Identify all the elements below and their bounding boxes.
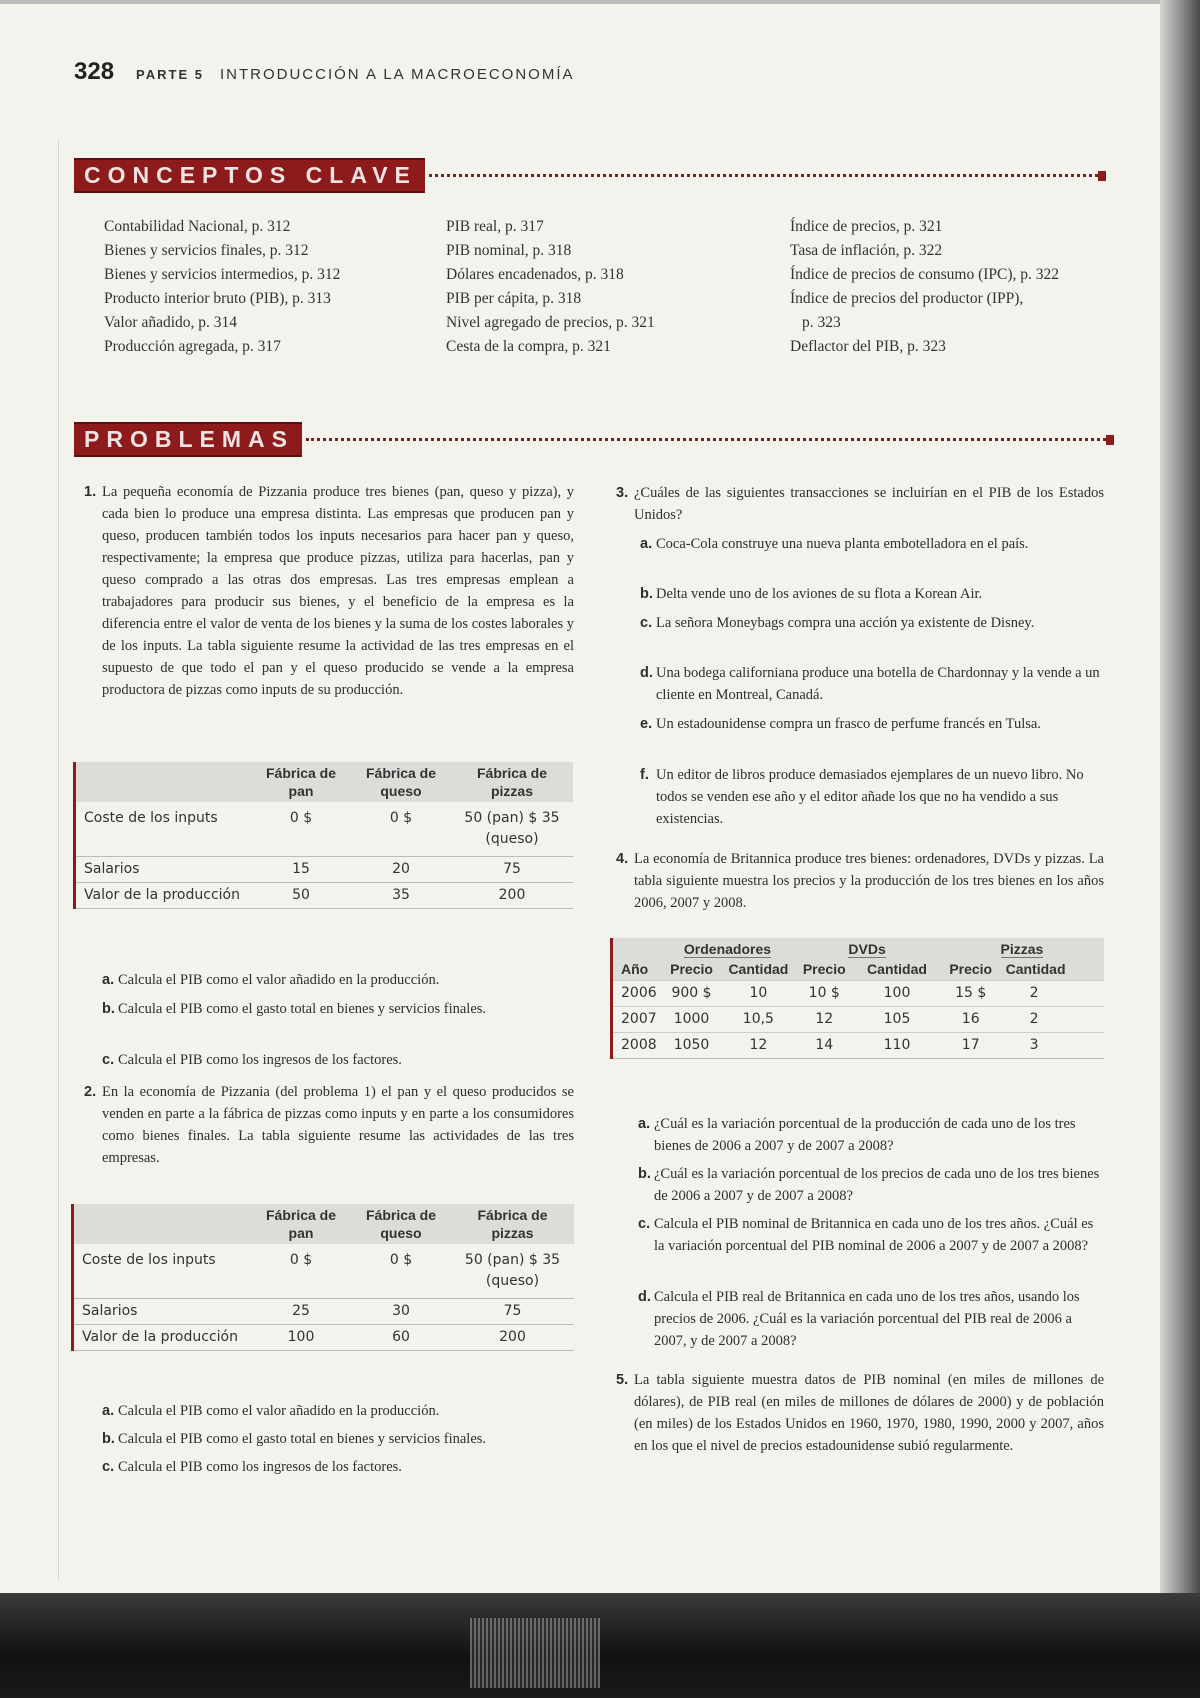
table-cell: 100 xyxy=(854,981,940,1007)
concept-item: p. 323 xyxy=(802,314,841,331)
table-header: Fábrica de pan xyxy=(251,1204,351,1244)
concept-item: PIB nominal, p. 318 xyxy=(446,242,572,259)
problem-3-a xyxy=(640,533,1076,555)
problem-1-table xyxy=(73,762,573,909)
table-cell: 75 xyxy=(451,857,573,883)
table-cell: 14 xyxy=(794,1033,854,1059)
problem-2-table xyxy=(71,1204,574,1351)
concept-item: Cesta de la compra, p. 321 xyxy=(446,338,611,355)
table-cell: 0 $ xyxy=(389,1252,413,1268)
table-row xyxy=(76,857,573,883)
banner-dotted-rule xyxy=(429,174,1098,177)
table-cell: 100 xyxy=(251,1325,351,1351)
table-row xyxy=(613,1033,1104,1059)
table-cell: 200 xyxy=(451,883,573,909)
banner-dotted-rule xyxy=(306,438,1106,441)
problem-2 xyxy=(84,1081,574,1169)
problem-number: 1. xyxy=(84,484,97,500)
banner-end-mark xyxy=(1098,171,1106,181)
concept-item: Índice de precios de consumo (IPC), p. 322 xyxy=(790,266,1060,283)
problem-text: La pequeña economía de Pizzania produce tres bienes (pan, queso y pizza), y cada bien lo produce una empresa distinta. Las empresas que producen pan y queso, producen también todos los inputs necesarios para hacer pan y queso, respectivamente; la empresa que produce pizzas, utiliza para hacerlas, pan y queso comprado a las otras dos empresas. Las tres empresas emplean a trabajadores para producir sus bienes, y el beneficio de la empresa es la diferencia entre el valor de venta de los bienes y la suma de los costes laborales y de los inputs. La tabla siguiente resume la actividad de las tres empresas en el supuesto de que todo el pan y el queso producido se vende a la empresa productora de pizzas como inputs de su producción. xyxy=(102,484,574,698)
problem-3-d xyxy=(640,662,1102,706)
problem-3-f xyxy=(640,764,1102,830)
table-cell: 200 xyxy=(451,1325,574,1351)
concept-item: Valor añadido, p. 314 xyxy=(104,314,238,331)
item-letter: d. xyxy=(638,1289,651,1305)
item-letter: a. xyxy=(640,536,653,552)
problems-banner xyxy=(74,422,1114,457)
item-text: Un editor de libros produce demasiados ejemplares de un nuevo libro. No todos se venden ese año y el editor añade los que no ha vendido a sus existencias. xyxy=(656,767,1084,827)
problem-1 xyxy=(84,481,574,701)
item-text: Delta vende uno de los aviones de su flota a Korean Air. xyxy=(656,586,983,602)
table-row xyxy=(76,883,573,909)
item-letter: c. xyxy=(638,1216,651,1232)
table-cell: 2008 xyxy=(613,1033,661,1059)
concept-item: Deflactor del PIB, p. 323 xyxy=(790,338,946,355)
item-text: Calcula el PIB como el valor añadido en la producción. xyxy=(118,972,440,988)
table-cell: 20 xyxy=(351,857,451,883)
item-letter: b. xyxy=(102,1001,115,1017)
item-text: Calcula el PIB como los ingresos de los factores. xyxy=(118,1052,402,1068)
problem-text: La economía de Britannica produce tres bienes: ordenadores, DVDs y pizzas. La tabla siguiente muestra los precios y la producción de los tres bienes en los años 2006, 2007 y 2008. xyxy=(634,851,1104,911)
table-cell: 50 (pan) $ 35 (queso) xyxy=(464,1252,561,1289)
concepts-column-3 xyxy=(790,215,1059,359)
item-text: Un estadounidense compra un frasco de perfume francés en Tulsa. xyxy=(656,716,1041,732)
table-cell: 60 xyxy=(351,1325,451,1351)
page-number: 328 xyxy=(74,58,115,85)
table-cell: 17 xyxy=(940,1033,1002,1059)
banner-end-mark xyxy=(1106,435,1114,445)
concepts-banner-title: CONCEPTOS CLAVE xyxy=(74,158,425,193)
item-letter: c. xyxy=(102,1459,115,1475)
table-cell: 15 $ xyxy=(940,981,1002,1007)
table-header: Fábrica de pizzas xyxy=(451,762,573,802)
item-letter: c. xyxy=(102,1052,115,1068)
concept-item: PIB real, p. 317 xyxy=(446,218,544,235)
table-cell: 0 $ xyxy=(289,810,313,826)
item-text: ¿Cuál es la variación porcentual de los precios de cada uno de los tres bienes de 2006 a 2007 y de 2007 a 2008? xyxy=(654,1166,1100,1204)
problem-2-c xyxy=(102,1456,574,1478)
table-cell: 35 xyxy=(351,883,451,909)
item-text: Coca-Cola construye una nueva planta embotelladora en el país. xyxy=(656,536,1029,552)
table-cell: Coste de los inputs xyxy=(82,1252,216,1268)
table-cell: 900 $ xyxy=(661,981,723,1007)
table-cell: 1000 xyxy=(661,1007,723,1033)
problem-4-c xyxy=(638,1213,1104,1257)
problems-banner-title: PROBLEMAS xyxy=(74,422,302,457)
problem-text: La tabla siguiente muestra datos de PIB nominal (en miles de millones de dólares), de PIB real (en miles de millones de dólares de 2000) y de población (en miles) de los Estados Unidos en 1960, 1970, 1980, 1990, 2000 y 2007, años en los que el nivel de precios estadounidense subió regularmente. xyxy=(634,1372,1104,1454)
table-cell: 10 $ xyxy=(794,981,854,1007)
scan-noise xyxy=(470,1618,600,1688)
problem-4-a xyxy=(638,1113,1104,1157)
item-letter: c. xyxy=(640,615,653,631)
item-text: Calcula el PIB como los ingresos de los factores. xyxy=(118,1459,402,1475)
item-text: ¿Cuál es la variación porcentual de la producción de cada uno de los tres bienes de 2006 a 2007 y de 2007 a 2008? xyxy=(654,1116,1076,1154)
table-cell: 2 xyxy=(1002,981,1104,1007)
item-text: Una bodega californiana produce una botella de Chardonnay y la vende a un cliente en Montreal, Canadá. xyxy=(656,665,1100,703)
concept-item: Nivel agregado de precios, p. 321 xyxy=(446,314,655,331)
table-row xyxy=(74,1325,574,1351)
problem-number: 3. xyxy=(616,485,629,501)
table-header: Año xyxy=(613,958,661,981)
concept-item: Índice de precios, p. 321 xyxy=(790,218,943,235)
problem-1-b xyxy=(102,998,558,1020)
item-letter: a. xyxy=(102,972,115,988)
table-cell: 25 xyxy=(251,1299,351,1325)
table-group-header: Ordenadores xyxy=(661,938,795,958)
table-header: Fábrica de queso xyxy=(351,762,451,802)
table-cell: 75 xyxy=(451,1299,574,1325)
table-header: Cantidad xyxy=(1002,958,1104,981)
table-header-empty xyxy=(74,1204,251,1244)
table-header: Fábrica de queso xyxy=(351,1204,451,1244)
table-row xyxy=(74,1244,574,1299)
problem-4-b xyxy=(638,1163,1104,1207)
problem-3 xyxy=(616,482,1104,526)
table-cell: 0 $ xyxy=(289,1252,313,1268)
table-cell: 0 $ xyxy=(389,810,413,826)
problem-3-c xyxy=(640,612,1096,634)
table-header: Precio xyxy=(661,958,723,981)
table-cell: 110 xyxy=(854,1033,940,1059)
item-letter: b. xyxy=(638,1166,651,1182)
table-cell: 16 xyxy=(940,1007,1002,1033)
table-cell: 2007 xyxy=(613,1007,661,1033)
table-cell: 12 xyxy=(722,1033,794,1059)
table-cell: 2 xyxy=(1002,1007,1104,1033)
table-row xyxy=(74,1299,574,1325)
table-header-empty xyxy=(613,938,661,958)
concept-item: Contabilidad Nacional, p. 312 xyxy=(104,218,291,235)
concept-item: Producto interior bruto (PIB), p. 313 xyxy=(104,290,331,307)
item-letter: e. xyxy=(640,716,653,732)
item-text: Calcula el PIB nominal de Britannica en cada uno de los tres años. ¿Cuál es la variación porcentual del PIB nominal de 2006 a 2007 y de 2007 a 2008? xyxy=(654,1216,1094,1254)
table-cell: Valor de la producción xyxy=(76,883,251,909)
table-row xyxy=(76,802,573,857)
table-cell: 105 xyxy=(854,1007,940,1033)
concept-item: Bienes y servicios intermedios, p. 312 xyxy=(104,266,341,283)
item-text: La señora Moneybags compra una acción ya existente de Disney. xyxy=(656,615,1035,631)
table-cell: Salarios xyxy=(74,1299,251,1325)
item-letter: f. xyxy=(640,767,649,783)
problem-3-e xyxy=(640,713,1076,735)
item-text: Calcula el PIB como el valor añadido en la producción. xyxy=(118,1403,440,1419)
concept-item: Producción agregada, p. 317 xyxy=(104,338,281,355)
table-header: Cantidad xyxy=(854,958,940,981)
problem-1-c xyxy=(102,1049,574,1071)
part-label: PARTE 5 xyxy=(136,67,204,82)
page-edge-shadow xyxy=(1160,0,1200,1698)
table-cell: 2006 xyxy=(613,981,661,1007)
concept-item: Tasa de inflación, p. 322 xyxy=(790,242,943,259)
problem-4 xyxy=(616,848,1104,914)
table-header: Precio xyxy=(794,958,854,981)
page-margin-rule xyxy=(58,140,59,1580)
problem-number: 2. xyxy=(84,1084,97,1100)
page-top-edge xyxy=(0,0,1200,4)
problem-number: 5. xyxy=(616,1372,629,1388)
table-cell: Coste de los inputs xyxy=(84,810,218,826)
table-row xyxy=(613,981,1104,1007)
table-header: Fábrica de pizzas xyxy=(451,1204,574,1244)
item-letter: d. xyxy=(640,665,653,681)
table-group-header: Pizzas xyxy=(940,938,1104,958)
item-text: Calcula el PIB como el gasto total en bienes y servicios finales. xyxy=(118,1001,487,1017)
table-cell: 30 xyxy=(351,1299,451,1325)
table-cell: 10,5 xyxy=(722,1007,794,1033)
table-cell: 10 xyxy=(722,981,794,1007)
concept-item: Bienes y servicios finales, p. 312 xyxy=(104,242,309,259)
problem-2-b xyxy=(102,1428,578,1450)
problem-4-table xyxy=(610,938,1104,1059)
page-header xyxy=(74,58,575,86)
table-cell: 50 xyxy=(251,883,351,909)
table-cell: 50 (pan) $ 35 (queso) xyxy=(464,810,560,847)
problem-4-d xyxy=(638,1286,1104,1352)
table-cell: Valor de la producción xyxy=(74,1325,251,1351)
table-group-header: DVDs xyxy=(794,938,939,958)
concept-item: PIB per cápita, p. 318 xyxy=(446,290,582,307)
problem-3-b xyxy=(640,583,1096,605)
table-cell: 3 xyxy=(1002,1033,1104,1059)
table-cell: 12 xyxy=(794,1007,854,1033)
table-header-empty xyxy=(76,762,251,802)
table-header: Cantidad xyxy=(722,958,794,981)
problem-5 xyxy=(616,1369,1104,1457)
item-letter: a. xyxy=(102,1403,115,1419)
scan-bottom-edge xyxy=(0,1593,1200,1698)
item-text: Calcula el PIB como el gasto total en bienes y servicios finales. xyxy=(118,1431,487,1447)
item-text: Calcula el PIB real de Britannica en cada uno de los tres años, usando los precios de 2006. ¿Cuál es la variación porcentual del PIB real de 2006 a 2007, y de 2007 a 2008? xyxy=(654,1289,1080,1349)
problem-text: ¿Cuáles de las siguientes transacciones se incluirían en el PIB de los Estados Unidos? xyxy=(634,485,1104,523)
concepts-column-1 xyxy=(104,215,340,359)
concept-item: Dólares encadenados, p. 318 xyxy=(446,266,624,283)
part-title: INTRODUCCIÓN A LA MACROECONOMÍA xyxy=(219,66,575,83)
problem-2-a xyxy=(102,1400,574,1422)
table-cell: Salarios xyxy=(76,857,251,883)
table-cell: 1050 xyxy=(661,1033,723,1059)
item-letter: a. xyxy=(638,1116,651,1132)
problem-1-a xyxy=(102,969,574,991)
table-header: Fábrica de pan xyxy=(251,762,351,802)
concept-item: Índice de precios del productor (IPP), xyxy=(790,290,1024,307)
concepts-column-2 xyxy=(446,215,655,359)
table-cell: 15 xyxy=(251,857,351,883)
concepts-banner xyxy=(74,158,1106,193)
item-letter: b. xyxy=(640,586,653,602)
problem-number: 4. xyxy=(616,851,629,867)
table-header: Precio xyxy=(940,958,1002,981)
table-row xyxy=(613,1007,1104,1033)
item-letter: b. xyxy=(102,1431,115,1447)
problem-text: En la economía de Pizzania (del problema 1) el pan y el queso producidos se venden en parte a la fábrica de pizzas como inputs y en parte a los consumidores como bienes finales. La tabla siguiente resume las actividades de las tres empresas. xyxy=(102,1084,574,1166)
